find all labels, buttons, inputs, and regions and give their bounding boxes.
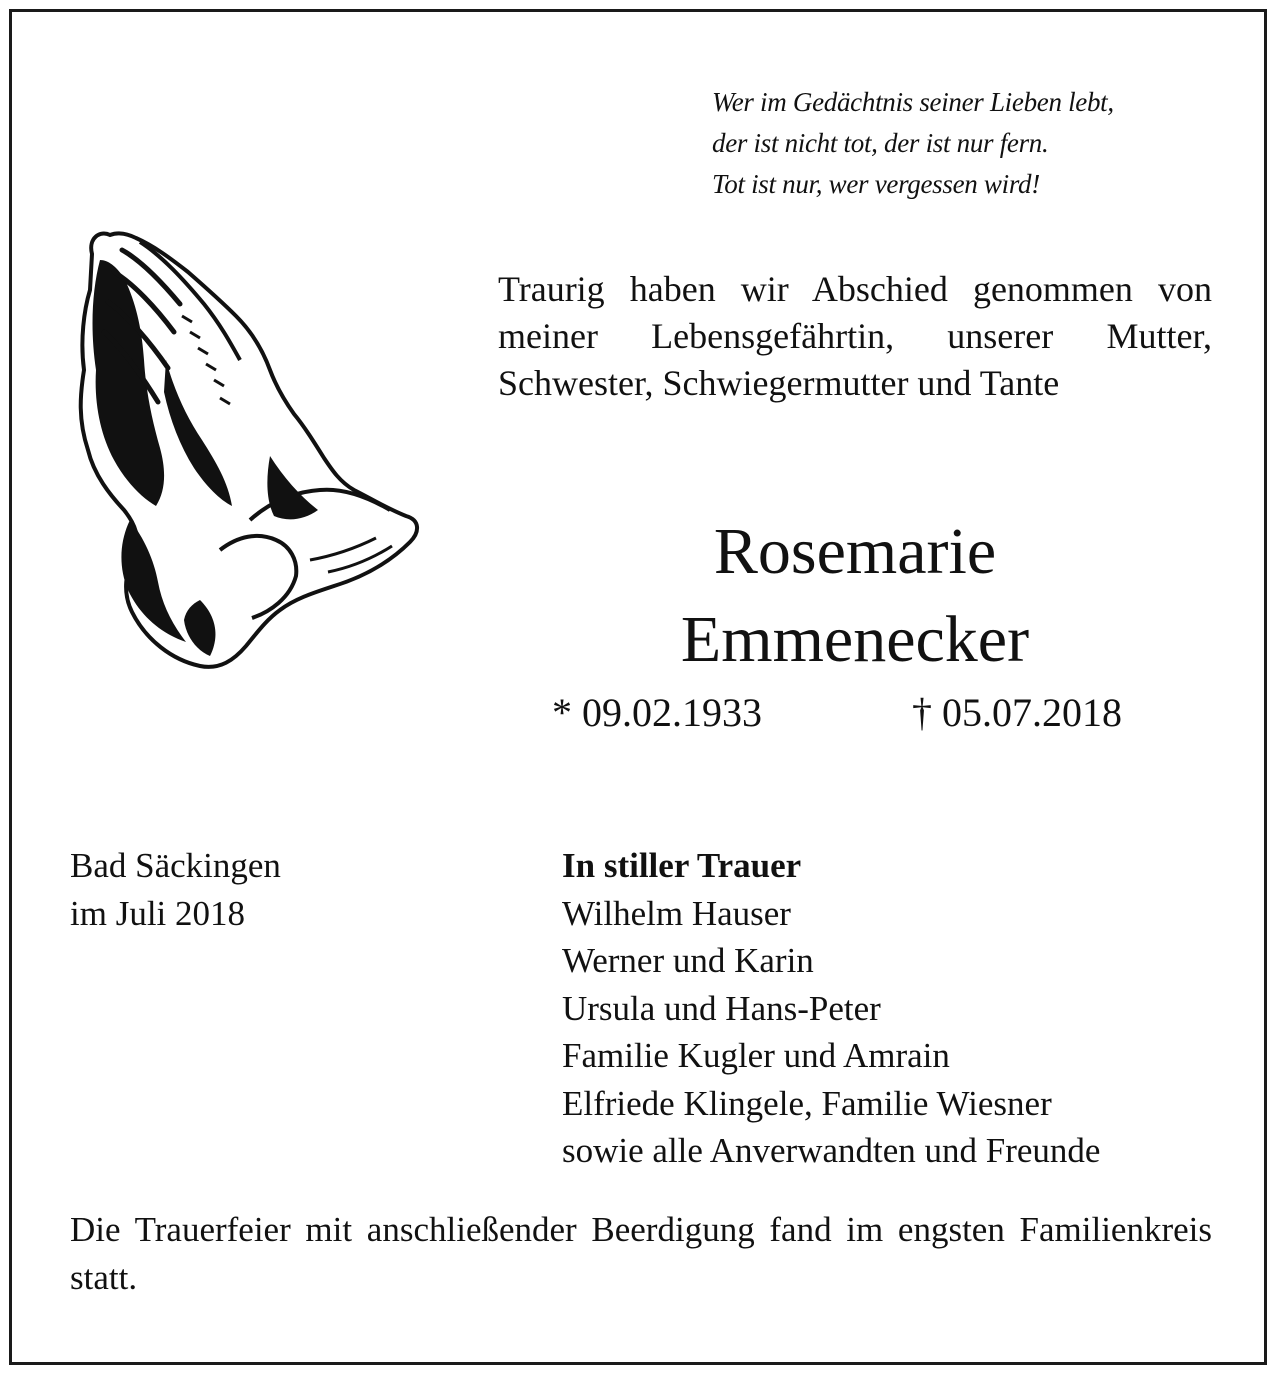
memorial-poem <box>712 82 1232 205</box>
poem-line: Wer im Gedächtnis seiner Lieben lebt, <box>712 87 1114 117</box>
deceased-name <box>498 508 1212 684</box>
mourner-name: Elfriede Klingele, Familie Wiesner <box>562 1083 1052 1123</box>
birth-date: * 09.02.1933 <box>552 690 762 735</box>
funeral-note: Die Trauerfeier mit anschließender Beerdigung fand im engsten Familienkreis statt. <box>70 1210 1212 1297</box>
mourners-list <box>562 842 1222 1175</box>
poem-line: Tot ist nur, wer vergessen wird! <box>712 169 1040 199</box>
place-and-date <box>70 842 470 938</box>
place-line: Bad Säckingen <box>70 846 281 885</box>
date-line: im Juli 2018 <box>70 894 246 933</box>
mourners-heading: In stiller Trauer <box>562 846 802 885</box>
first-name: Rosemarie <box>713 515 997 588</box>
mourner-name: Wilhelm Hauser <box>562 893 791 933</box>
last-name: Emmenecker <box>680 603 1030 676</box>
mourner-name: Werner und Karin <box>562 941 814 980</box>
death-date: † 05.07.2018 <box>912 690 1122 735</box>
mourner-name: Familie Kugler und Amrain <box>562 1036 950 1075</box>
praying-hands-icon <box>70 220 425 670</box>
poem-line: der ist nicht tot, der ist nur fern. <box>712 128 1049 158</box>
mourner-name: sowie alle Anverwandten und Freunde <box>562 1131 1101 1170</box>
intro-text: Traurig haben wir Abschied genommen von meiner Lebensgefährtin, unserer Mutter, Schwester, Schwiegermutter und Tante <box>498 269 1212 403</box>
mourner-name: Ursula und Hans-Peter <box>562 988 881 1028</box>
obituary-notice <box>9 9 1267 1365</box>
